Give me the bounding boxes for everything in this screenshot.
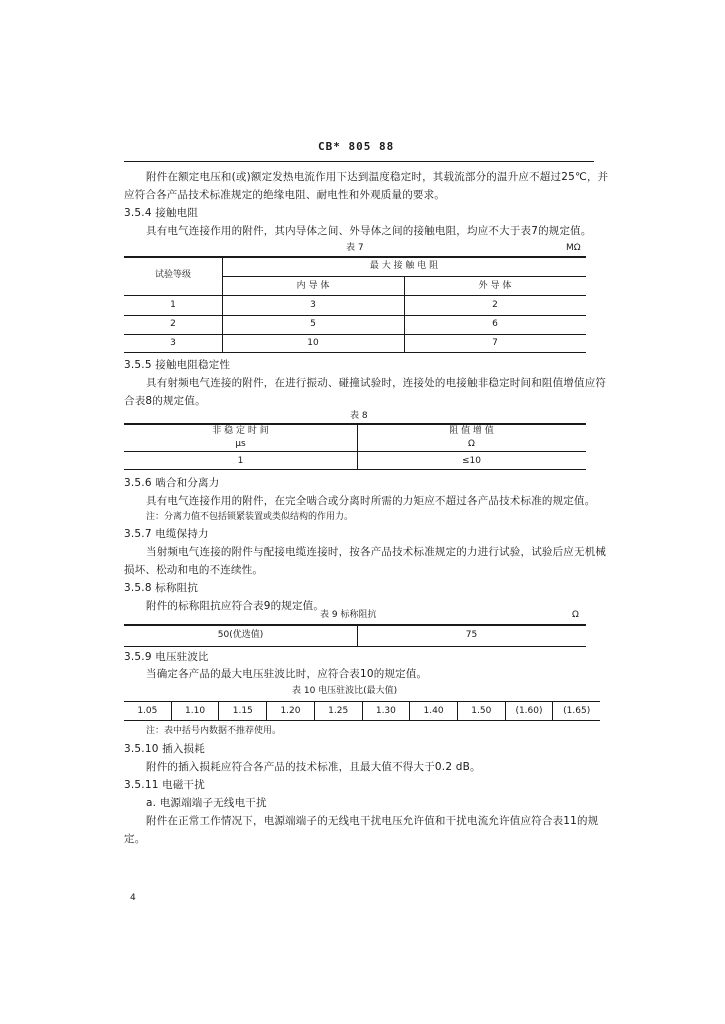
table-8-col1: 非 稳 定 时 间 bbox=[212, 426, 269, 436]
section-3-5-10-heading: 3.5.10 插入损耗 bbox=[124, 743, 205, 755]
table-10-cell-9: (1.60) bbox=[506, 702, 554, 720]
table-7-r3-inner: 10 bbox=[307, 338, 319, 348]
table-10-cell-5: 1.25 bbox=[315, 702, 363, 720]
table-7-col-group: 最 大 接 触 电 阻 bbox=[369, 261, 439, 271]
table-10-title: 表 10 电压驻波比(最大值) bbox=[292, 686, 398, 696]
table-8-col1-unit: μs bbox=[235, 439, 246, 449]
table-8-val2: ≤10 bbox=[462, 456, 481, 466]
table-9-bottom-rule bbox=[124, 646, 586, 647]
table-7-unit: MΩ bbox=[566, 243, 581, 253]
table-8-col2: 阻 值 增 值 bbox=[449, 426, 494, 436]
table-8-val1: 1 bbox=[237, 456, 244, 466]
table-7-col-outer: 外 导 体 bbox=[478, 281, 512, 291]
table-7-r2-inner: 5 bbox=[310, 319, 316, 329]
section-3-5-9-para: 当确定各产品的最大电压驻波比时，应符合表10的规定值。 bbox=[146, 668, 428, 680]
section-3-5-6-para: 具有电气连接作用的附件，在完全啮合或分离时所需的力矩应不超过各产品技术标准的规定值。 bbox=[146, 495, 596, 507]
table-7-r1-outer: 2 bbox=[492, 300, 498, 310]
para-temp-line2: 应符合各产品技术标准规定的绝缘电阻、耐电性和外观质量的要求。 bbox=[124, 189, 445, 201]
table-7-r1-inner: 3 bbox=[310, 300, 316, 310]
table-8-header-rule bbox=[124, 451, 586, 452]
table-7-r2-level: 2 bbox=[170, 319, 176, 329]
page-number: 4 bbox=[130, 893, 136, 903]
table-10-cell-2: 1.10 bbox=[172, 702, 220, 720]
table-7-col-level: 试验等级 bbox=[154, 270, 191, 280]
section-3-5-6-heading: 3.5.6 啮合和分离力 bbox=[124, 477, 220, 489]
table-10-cell-4: 1.20 bbox=[267, 702, 315, 720]
table-7-r3-outer: 7 bbox=[492, 338, 498, 348]
section-3-5-10-para: 附件的插入损耗应符合各产品的技术标准，且最大值不得大于0.2 dB。 bbox=[146, 761, 481, 773]
table-10-cell-3: 1.15 bbox=[219, 702, 267, 720]
table-10-cell-8: 1.50 bbox=[458, 702, 506, 720]
standard-number: CB* 805 88 bbox=[318, 140, 395, 153]
table-10-cell-6: 1.30 bbox=[363, 702, 411, 720]
para-temp-line1: 附件在额定电压和(或)额定发热电流作用下达到温度稳定时，其载流部分的温升应不超过25℃，并 bbox=[146, 171, 609, 183]
section-3-5-5-para-line1: 具有射频电气连接的附件，在进行振动、碰撞试验时，连接处的电接触非稳定时间和阻值增值应符 bbox=[146, 377, 607, 389]
section-3-5-8-heading: 3.5.8 标称阻抗 bbox=[124, 582, 199, 594]
section-3-5-11-para-line2: 定。 bbox=[124, 833, 146, 845]
table-7-row-rule-2 bbox=[124, 334, 586, 335]
table-7-title: 表 7 bbox=[346, 243, 364, 253]
header-rule bbox=[124, 161, 594, 162]
table-7-row-rule-1 bbox=[124, 315, 586, 316]
section-3-5-11-para-line1: 附件在正常工作情况下，电源端端子的无线电干扰电压允许值和干扰电流允许值应符合表11的规 bbox=[146, 815, 599, 827]
section-3-5-5-heading: 3.5.5 接触电阻稳定性 bbox=[124, 359, 231, 371]
table-9-unit: Ω bbox=[572, 610, 579, 620]
section-3-5-7-para-line2: 损坏、松动和电的不连续性。 bbox=[124, 564, 264, 576]
table-7-r1-level: 1 bbox=[170, 300, 176, 310]
section-3-5-9-note: 注：表中括号内数据不推荐使用。 bbox=[146, 726, 282, 736]
table-8-bottom-rule bbox=[124, 469, 586, 470]
section-3-5-5-para-line2: 合表8的规定值。 bbox=[124, 395, 206, 407]
table-8-col2-unit: Ω bbox=[468, 439, 475, 449]
section-3-5-9-heading: 3.5.9 电压驻波比 bbox=[124, 651, 209, 663]
section-3-5-11-sub-a: a. 电源端端子无线电干扰 bbox=[146, 797, 267, 809]
table-7-top-rule bbox=[124, 256, 586, 258]
table-7-r2-outer: 6 bbox=[492, 319, 498, 329]
section-3-5-8-para: 附件的标称阻抗应符合表9的规定值。 bbox=[146, 600, 325, 612]
table-7-header-rule bbox=[124, 295, 586, 296]
table-10-cell-1: 1.05 bbox=[124, 702, 172, 720]
table-10 bbox=[124, 701, 600, 721]
table-9-title: 表 9 标称阻抗 bbox=[320, 610, 377, 620]
section-3-5-7-heading: 3.5.7 电缆保持力 bbox=[124, 528, 209, 540]
table-10-cell-7: 1.40 bbox=[410, 702, 458, 720]
section-3-5-4-heading: 3.5.4 接触电阻 bbox=[124, 207, 199, 219]
table-9-val2: 75 bbox=[465, 630, 478, 640]
section-3-5-11-heading: 3.5.11 电磁干扰 bbox=[124, 779, 205, 791]
section-3-5-6-note: 注：分离力值不包括锁紧装置或类似结构的作用力。 bbox=[146, 512, 354, 522]
table-10-cell-10: (1.65) bbox=[563, 706, 591, 716]
section-3-5-4-para: 具有电气连接作用的附件，其内导体之间、外导体之间的接触电阻，均应不大于表7的规定值。 bbox=[146, 225, 592, 237]
section-3-5-7-para-line1: 当射频电气连接的附件与配接电缆连接时，按各产品技术标准规定的力进行试验，试验后应无机械 bbox=[146, 546, 607, 558]
table-9-val1: 50(优选值) bbox=[217, 630, 264, 640]
table-8-title: 表 8 bbox=[350, 411, 368, 421]
table-9-top-rule bbox=[124, 624, 586, 626]
table-7-bottom-rule bbox=[124, 352, 586, 353]
table-7-r3-level: 3 bbox=[170, 338, 176, 348]
table-7-col-inner: 内 导 体 bbox=[296, 281, 330, 291]
